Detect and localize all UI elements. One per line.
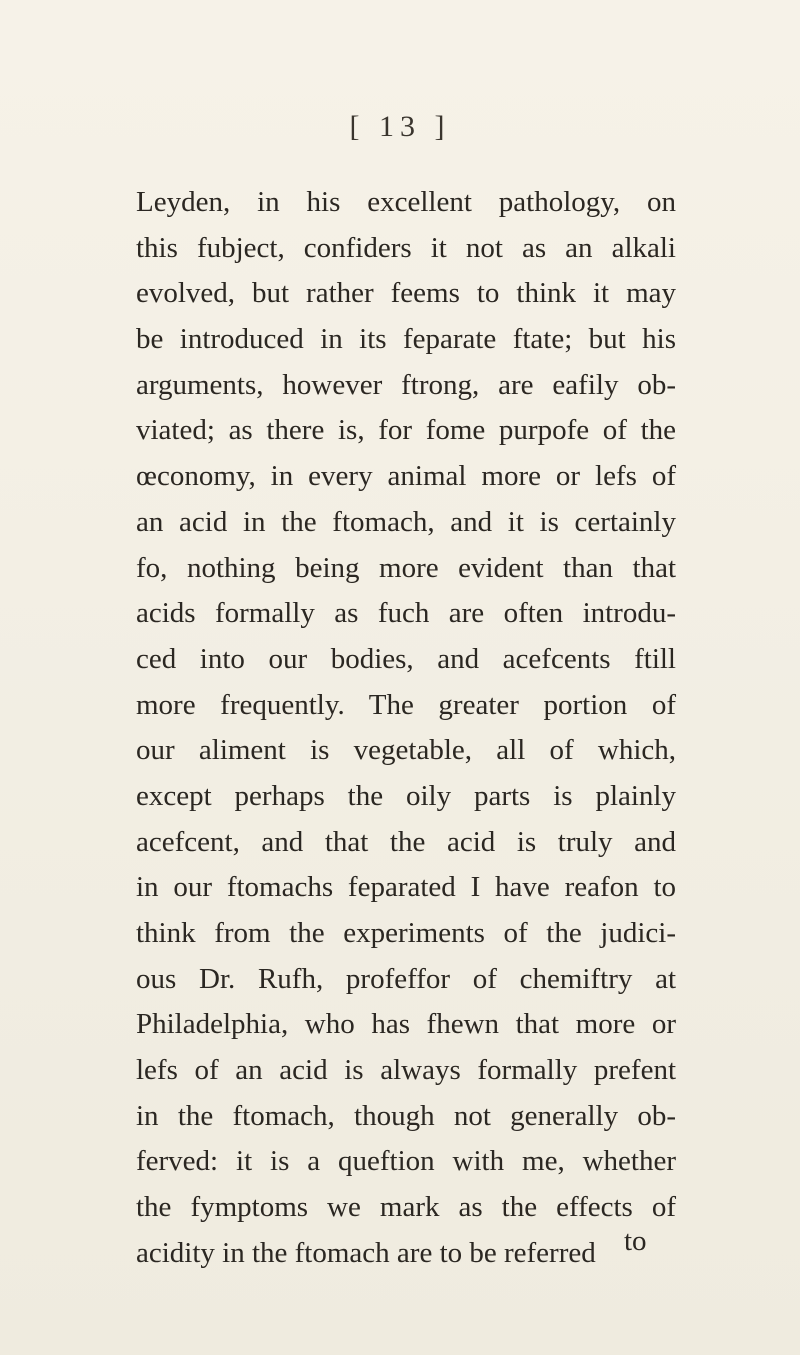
text-line-14: except perhaps the oily parts is plainly xyxy=(136,779,676,812)
text-line-13: our aliment is vegetable, all of which, xyxy=(136,734,676,767)
catchword: to xyxy=(624,1225,647,1257)
text-line-7: œconomy, in every animal more or lefs of xyxy=(136,460,676,493)
text-line-18: ous Dr. Rufh, profeffor of chemiftry at xyxy=(136,962,676,995)
page-number: [ 13 ] xyxy=(349,110,451,143)
text-line-5: arguments, however ftrong, are eafily ob- xyxy=(136,368,676,401)
text-line-22: ferved: it is a queftion with me, whether xyxy=(136,1145,676,1178)
text-line-12: more frequently. The greater portion of xyxy=(136,688,676,721)
text-line-16: in our ftomachs feparated I have reafon to xyxy=(136,871,676,904)
text-line-9: fo, nothing being more evident than that xyxy=(136,551,676,584)
body-text xyxy=(136,180,676,1277)
text-line-8: an acid in the ftomach, and it is certainly xyxy=(136,505,676,538)
text-line-3: evolved, but rather feems to think it may xyxy=(136,277,676,310)
text-line-17: think from the experiments of the judici- xyxy=(136,917,676,949)
text-line-2: this fubject, confiders it not as an alkali xyxy=(136,231,676,264)
text-line-1: Leyden, in his excellent pathology, on xyxy=(136,186,676,218)
text-line-24: acidity in the ftomach are to be referred xyxy=(136,1236,596,1269)
text-line-15: acefcent, and that the acid is truly and xyxy=(136,825,676,858)
text-line-20: lefs of an acid is always formally prefent xyxy=(136,1054,676,1087)
text-line-6: viated; as there is, for fome purpofe of the xyxy=(136,414,676,447)
text-line-21: in the ftomach, though not generally ob- xyxy=(136,1099,676,1132)
text-line-4: be introduced in its feparate ftate; but his xyxy=(136,323,676,356)
text-line-19: Philadelphia, who has fhewn that more or xyxy=(136,1008,676,1041)
text-line-11: ced into our bodies, and acefcents ftill xyxy=(136,642,676,675)
text-line-23: the fymptoms we mark as the effects of xyxy=(136,1191,676,1224)
text-line-10: acids formally as fuch are often introdu- xyxy=(136,597,676,630)
